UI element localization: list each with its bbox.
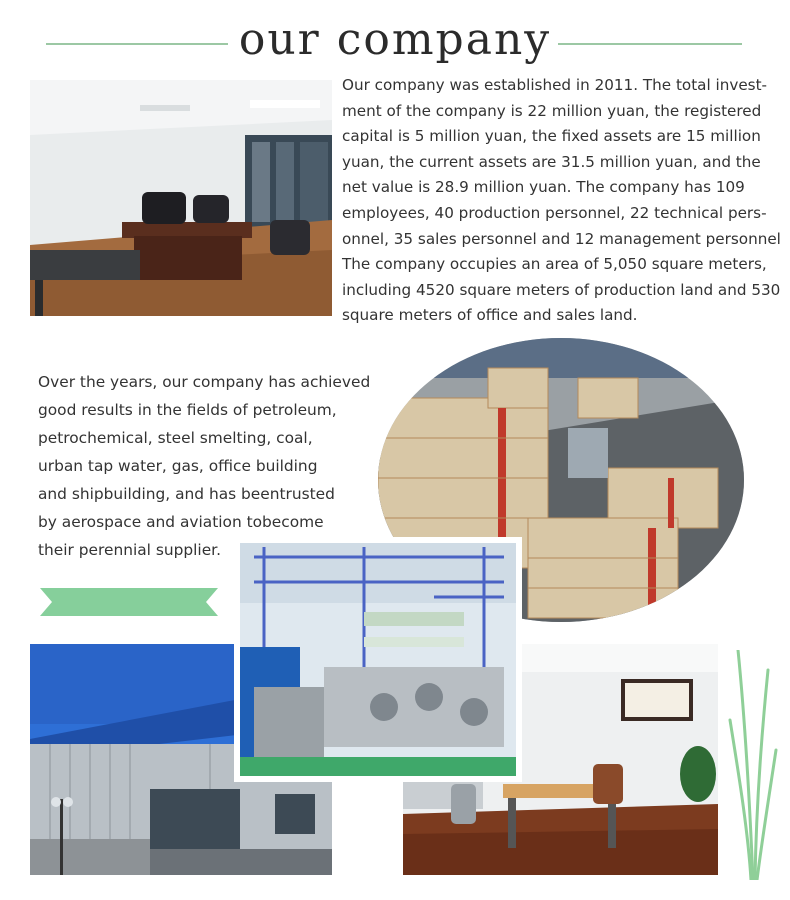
office-photo [30, 80, 332, 316]
grass-decoration [728, 650, 778, 880]
green-ribbon [40, 588, 218, 616]
intro-paragraph: Our company was established in 2011. The total invest- ment of the company is 22 million yuan, the registered capital is 5 million yuan, the fixed assets are 15 million yuan, the current assets are 31.5 million yuan, and the net value is 28.9 million yuan. The company has 109 employees, 40 production personnel, 22 technical pers- onnel, 35 sales personnel and 12 management personnel The company occupies an area of 5,050 square meters, including 4520 square meters of production land and 530 square meters of office and sales land. [342, 76, 781, 325]
achievements-paragraph: Over the years, our company has achieved good results in the fields of petroleum, petrochemical, steel smelting, coal, urban tap water, gas, office building and shipbuilding, and has beentrusted by aerospace and aviation tobecome their perennial supplier. [38, 373, 371, 559]
page-title: our company [238, 14, 552, 65]
factory-machine-photo [234, 537, 522, 782]
